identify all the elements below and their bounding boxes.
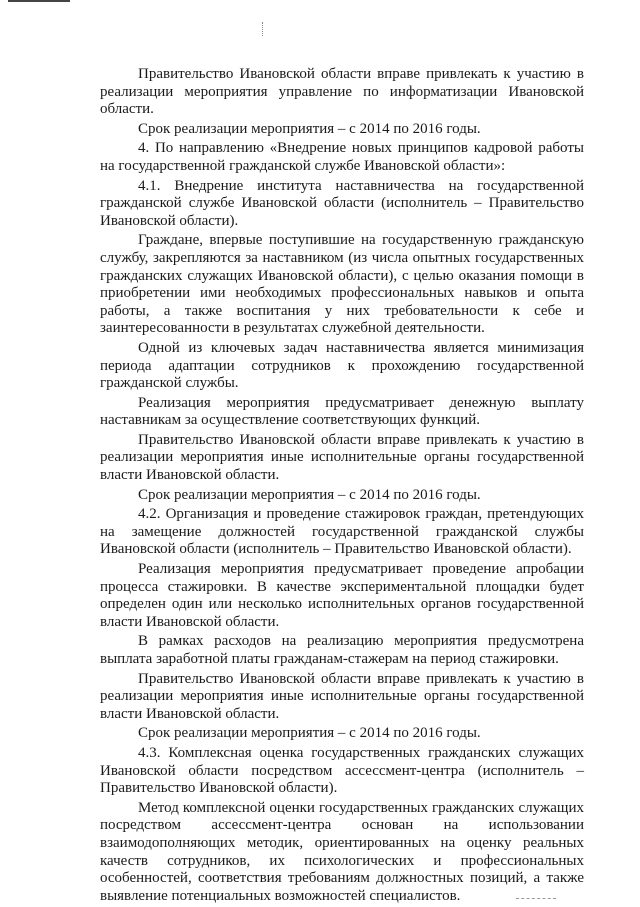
paragraph: Реализация мероприятия предусматривает денежную выплату наставникам за осуществление соответствующих функций.: [100, 394, 584, 429]
document-body: [100, 66, 584, 907]
paragraph: 4. По направлению «Внедрение новых принципов кадровой работы на государственной гражданской службе Ивановской области»:: [100, 140, 584, 174]
paragraph: Реализация мероприятия предусматривает проведение апробации процесса стажировки. В качестве экспериментальной площадки будет определен один или несколько исполнительных органов государственной власти Ивановской области.: [100, 561, 584, 630]
paragraph: Правительство Ивановской области вправе привлекать к участию в реализации мероприятия иные исполнительные органы государственной власти Ивановской области.: [100, 431, 584, 484]
paragraph: Метод комплексной оценки государственных гражданских служащих посредством ассессмент-центра основан на использовании взаимодополняющих методик, ориентированных на оценку реальных качеств сотрудников, их психологических и профессиональных особенностей, соответствия требованиям должностных позиций, а также выявление потенциальных возможностей специалистов.: [100, 799, 584, 904]
paragraph: Правительство Ивановской области вправе привлекать к участию в реализации мероприятия управление по информатизации Ивановской области.: [100, 66, 584, 118]
bottom-mark: [516, 898, 556, 900]
top-rule: [8, 0, 70, 2]
paragraph: Одной из ключевых задач наставничества является минимизация периода адаптации сотрудников к прохождению государственной гражданской службы.: [100, 339, 584, 392]
paragraph: Срок реализации мероприятия – с 2014 по 2016 годы.: [138, 120, 481, 137]
paragraph: 4.2. Организация и проведение стажировок граждан, претендующих на замещение должностей государственной гражданской службы Ивановской области (исполнитель – Правительство Ивановской области).: [100, 506, 584, 558]
paragraph: 4.1. Внедрение института наставничества на государственной гражданской службе Ивановской области (исполнитель – Правительство Ивановской области).: [100, 177, 584, 229]
paragraph: 4.3. Комплексная оценка государственных гражданских служащих Ивановской области посредством ассессмент-центра (исполнитель – Правительство Ивановской области).: [100, 744, 584, 797]
binding-mark: [262, 22, 264, 36]
paragraph: Срок реализации мероприятия – с 2014 по 2016 годы.: [138, 486, 481, 503]
paragraph: Правительство Ивановской области вправе привлекать к участию в реализации мероприятия иные исполнительные органы государственной власти Ивановской области.: [100, 670, 584, 722]
paragraph: В рамках расходов на реализацию мероприятия предусмотрена выплата заработной платы гражданам-стажерам на период стажировки.: [100, 633, 584, 667]
paragraph: Граждане, впервые поступившие на государственную гражданскую службу, закрепляются за наставником (из числа опытных государственных гражданских служащих Ивановской области), с целью оказания помощи в приобретении ими необходимых профессиональных навыков и опыта работы, а также воспитания у них требовательности к себе и заинтересованности в результатах служебной деятельности.: [100, 232, 584, 337]
paragraph: Срок реализации мероприятия – с 2014 по 2016 годы.: [138, 725, 481, 742]
